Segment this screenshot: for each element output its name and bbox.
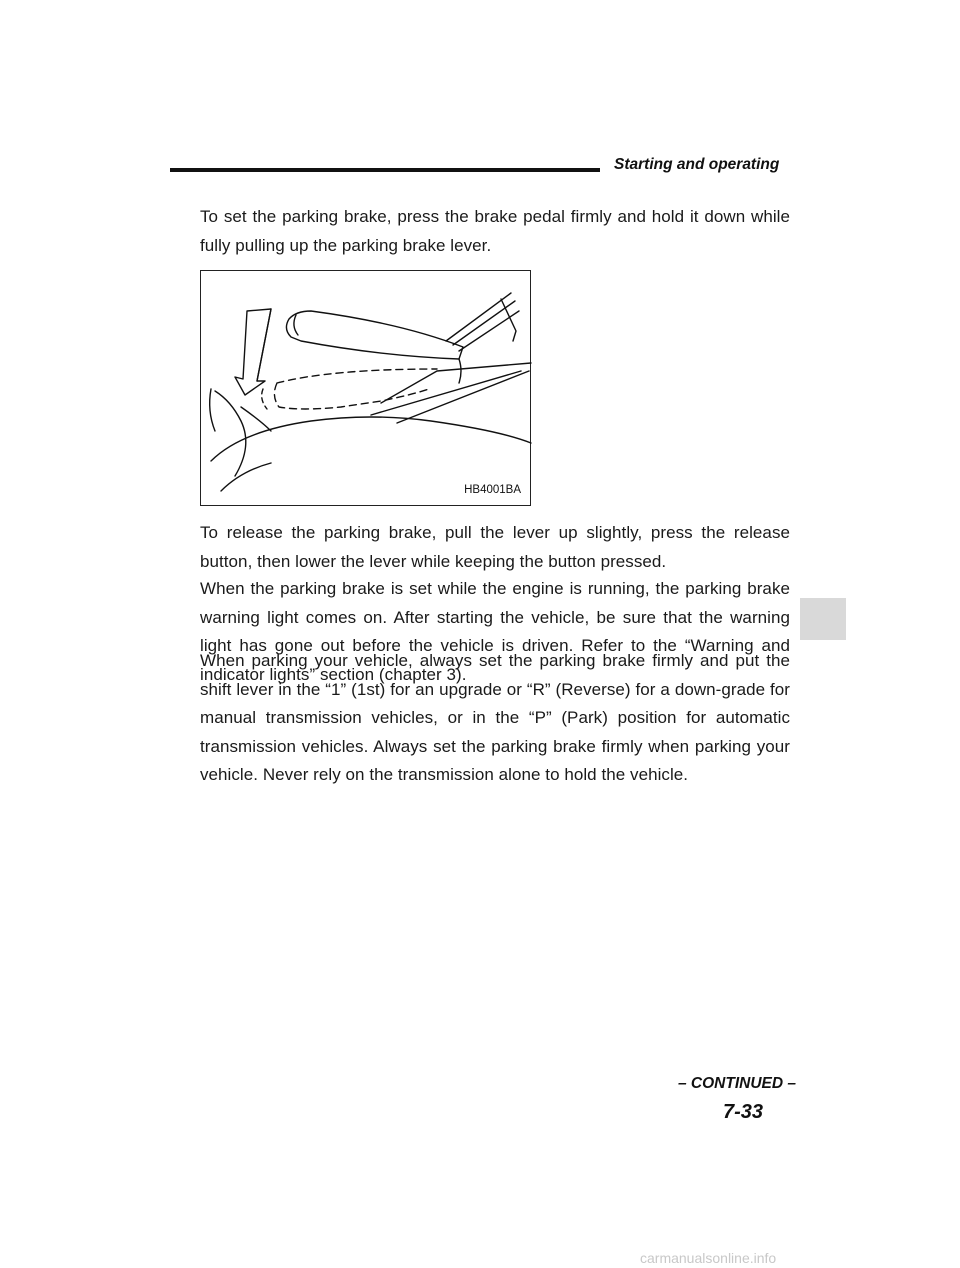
parking-brake-lever-illustration xyxy=(201,271,532,507)
page-number: 7-33 xyxy=(723,1101,764,1123)
paragraph-set-brake: To set the parking brake, press the brake pedal firmly and hold it down while fully pulling up the parking brake lever. xyxy=(200,207,790,255)
section-title: Starting and operating xyxy=(614,156,780,173)
paragraph-warning-light: When the parking brake is set while the engine is running, the parking brake warning light comes on. After starting the vehicle, be sure that the warning light has gone out before the vehicle is driven. Refer to the “Warning and indicator lights” section (chapter 3). xyxy=(200,579,790,684)
paragraph-parking: When parking your vehicle, always set the parking brake firmly and put the shift lever in the “1” (1st) for an upgrade or “R” (Reverse) for a down-grade for manual transmission vehicles, or in the “P” (Park) position for automatic transmission vehicles. Always set the parking brake firmly when parking your vehicle. Never rely on the transmission alone to hold the vehicle. xyxy=(200,651,790,784)
paragraph-release-brake: To release the parking brake, pull the lever up slightly, press the release button, then lower the lever while keeping the button pressed. xyxy=(200,523,790,571)
figure-code: HB4001BA xyxy=(464,484,521,496)
watermark: carmanualsonline.info xyxy=(640,1250,777,1266)
parking-brake-figure xyxy=(200,270,531,506)
chapter-side-tab xyxy=(800,598,846,640)
continued-label: – CONTINUED – xyxy=(678,1075,796,1092)
header-rule xyxy=(170,168,600,172)
